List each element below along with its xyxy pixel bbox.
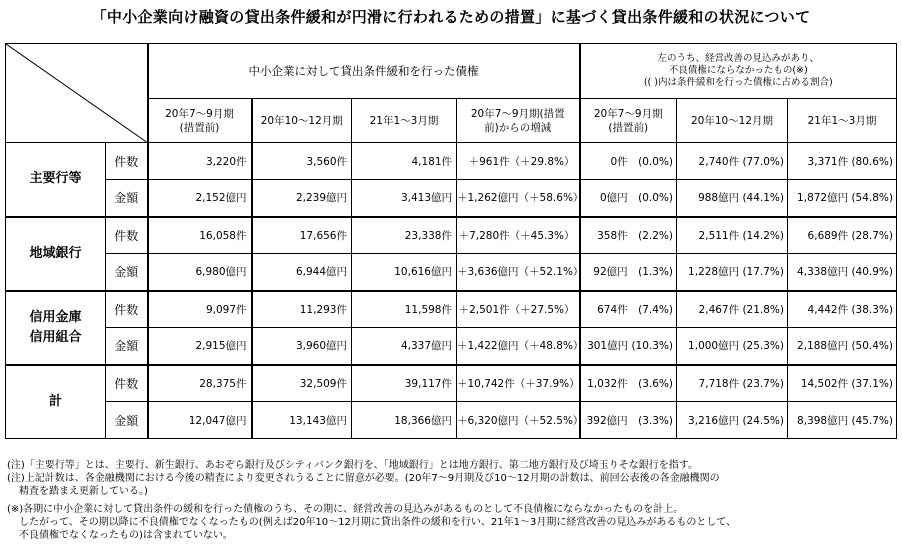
value-cell: 92億円 (1.3%)	[580, 254, 677, 291]
table-row	[6, 402, 897, 439]
col-header: 20年7～9月期(措置 前)からの増減	[457, 99, 580, 143]
group-label: 信用金庫 信用組合	[6, 291, 106, 365]
value-cell: 11,598件	[352, 291, 457, 328]
value-cell: 4,338億円 (40.9%)	[788, 254, 897, 291]
value-cell: 3,560件	[252, 143, 352, 180]
value-cell: ＋1,262億円（＋58.6%）	[457, 180, 580, 217]
value-cell: 4,337億円	[352, 328, 457, 365]
value-cell: 2,467件 (21.8%)	[677, 291, 788, 328]
corner-diagonal-cell	[6, 44, 148, 143]
col-header: 21年1～3月期	[788, 99, 897, 143]
value-cell: 2,740件 (77.0%)	[677, 143, 788, 180]
table-row	[6, 180, 897, 217]
value-cell: 10,616億円	[352, 254, 457, 291]
col-header: 20年7～9月期 (措置前)	[148, 99, 252, 143]
loan-modification-table	[5, 43, 897, 439]
footnote: 精査を踏まえ更新している。)	[19, 486, 148, 497]
table-row	[6, 365, 897, 402]
value-cell: 1,032件 (3.6%)	[580, 365, 677, 402]
metric-label: 件数	[106, 365, 148, 402]
value-cell: 6,689件 (28.7%)	[788, 217, 897, 254]
col-header: 21年1～3月期	[352, 99, 457, 143]
value-cell: 11,293件	[252, 291, 352, 328]
value-cell: 8,398億円 (45.7%)	[788, 402, 897, 439]
group-label: 地域銀行	[6, 217, 106, 291]
page-title: 「中小企業向け融資の貸出条件緩和が円滑に行われるための措置」に基づく貸出条件緩和の状況について	[91, 8, 811, 26]
value-cell: ＋3,636億円（＋52.1%）	[457, 254, 580, 291]
value-cell: 0件 (0.0%)	[580, 143, 677, 180]
metric-label: 金額	[106, 254, 148, 291]
value-cell: ＋1,422億円（＋48.8%）	[457, 328, 580, 365]
group2-header	[580, 44, 897, 99]
footnote: 不良債権でなくなったもの)は含まれていない。	[19, 530, 233, 541]
value-cell: 2,152億円	[148, 180, 252, 217]
value-cell: 3,216億円 (24.5%)	[677, 402, 788, 439]
value-cell: 17,656件	[252, 217, 352, 254]
value-cell: 2,511件 (14.2%)	[677, 217, 788, 254]
value-cell: 1,000億円 (25.3%)	[677, 328, 788, 365]
value-cell: 301億円 (10.3%)	[580, 328, 677, 365]
value-cell: 32,509件	[252, 365, 352, 402]
table-row	[6, 217, 897, 254]
value-cell: ＋7,280件（＋45.3%）	[457, 217, 580, 254]
footnote: (※)各期に中小企業に対して貸出条件の緩和を行った債権のうち、その期に、経営改善の見込みがあるものとして不良債権にならなかったものを計上。	[7, 504, 684, 515]
metric-label: 金額	[106, 328, 148, 365]
value-cell: 23,338件	[352, 217, 457, 254]
value-cell: 16,058件	[148, 217, 252, 254]
value-cell: ＋961件（＋29.8%）	[457, 143, 580, 180]
value-cell: 2,239億円	[252, 180, 352, 217]
group-label: 主要行等	[6, 143, 106, 217]
col-header: 20年10～12月期	[677, 99, 788, 143]
footnote: (注)上記計数は、各金融機関における今後の精査により変更されうることに留意が必要。(20年7～9月期及び10～12月期の計数は、前回公表後の各金融機関の	[7, 473, 720, 484]
value-cell: 1,228億円 (17.7%)	[677, 254, 788, 291]
metric-label: 金額	[106, 180, 148, 217]
value-cell: 3,960億円	[252, 328, 352, 365]
metric-label: 件数	[106, 217, 148, 254]
value-cell: 39,117件	[352, 365, 457, 402]
metric-label: 件数	[106, 143, 148, 180]
value-cell: 2,188億円 (50.4%)	[788, 328, 897, 365]
metric-label: 金額	[106, 402, 148, 439]
table-row	[6, 143, 897, 180]
value-cell: 2,915億円	[148, 328, 252, 365]
group-label: 計	[6, 365, 106, 439]
footnote: (注)「主要行等」とは、主要行、新生銀行、あおぞら銀行及びシティバンク銀行を、「地域銀行」とは地方銀行、第二地方銀行及び埼玉りそな銀行を指す。	[7, 460, 699, 471]
group2-header-line1: 左のうち、経営改善の見込みがあり、	[657, 53, 819, 64]
footnote: したがって、その期以降に不良債権でなくなったもの(例えば20年10～12月期に貸出条件の緩和を行い、21年1～3月期に経営改善の見込みがあるものとして、	[19, 517, 737, 528]
table-row	[6, 328, 897, 365]
footnotes	[7, 459, 897, 542]
value-cell: 674件 (7.4%)	[580, 291, 677, 328]
value-cell: 392億円 (3.3%)	[580, 402, 677, 439]
value-cell: 6,944億円	[252, 254, 352, 291]
value-cell: 7,718件 (23.7%)	[677, 365, 788, 402]
value-cell: ＋10,742件（＋37.9%）	[457, 365, 580, 402]
value-cell: 358件 (2.2%)	[580, 217, 677, 254]
value-cell: 6,980億円	[148, 254, 252, 291]
value-cell: 9,097件	[148, 291, 252, 328]
group2-header-line2: 不良債権にならなかったもの(※)	[668, 65, 808, 76]
value-cell: 3,220件	[148, 143, 252, 180]
value-cell: 3,371件 (80.6%)	[788, 143, 897, 180]
value-cell: 13,143億円	[252, 402, 352, 439]
group1-header: 中小企業に対して貸出条件緩和を行った債権	[148, 44, 580, 99]
value-cell: 1,872億円 (54.8%)	[788, 180, 897, 217]
col-header: 20年7～9月期 (措置前)	[580, 99, 677, 143]
value-cell: 14,502件 (37.1%)	[788, 365, 897, 402]
value-cell: 988億円 (44.1%)	[677, 180, 788, 217]
metric-label: 件数	[106, 291, 148, 328]
table-row	[6, 254, 897, 291]
value-cell: 28,375件	[148, 365, 252, 402]
value-cell: ＋2,501件（＋27.5%）	[457, 291, 580, 328]
diagonal-line	[6, 44, 147, 142]
value-cell: 3,413億円	[352, 180, 457, 217]
group2-header-line3: (( )内は条件緩和を行った債権に占める割合)	[643, 77, 833, 88]
value-cell: ＋6,320億円（＋52.5%）	[457, 402, 580, 439]
table-row	[6, 291, 897, 328]
value-cell: 18,366億円	[352, 402, 457, 439]
value-cell: 12,047億円	[148, 402, 252, 439]
value-cell: 4,181件	[352, 143, 457, 180]
col-header: 20年10～12月期	[252, 99, 352, 143]
value-cell: 4,442件 (38.3%)	[788, 291, 897, 328]
value-cell: 0億円 (0.0%)	[580, 180, 677, 217]
